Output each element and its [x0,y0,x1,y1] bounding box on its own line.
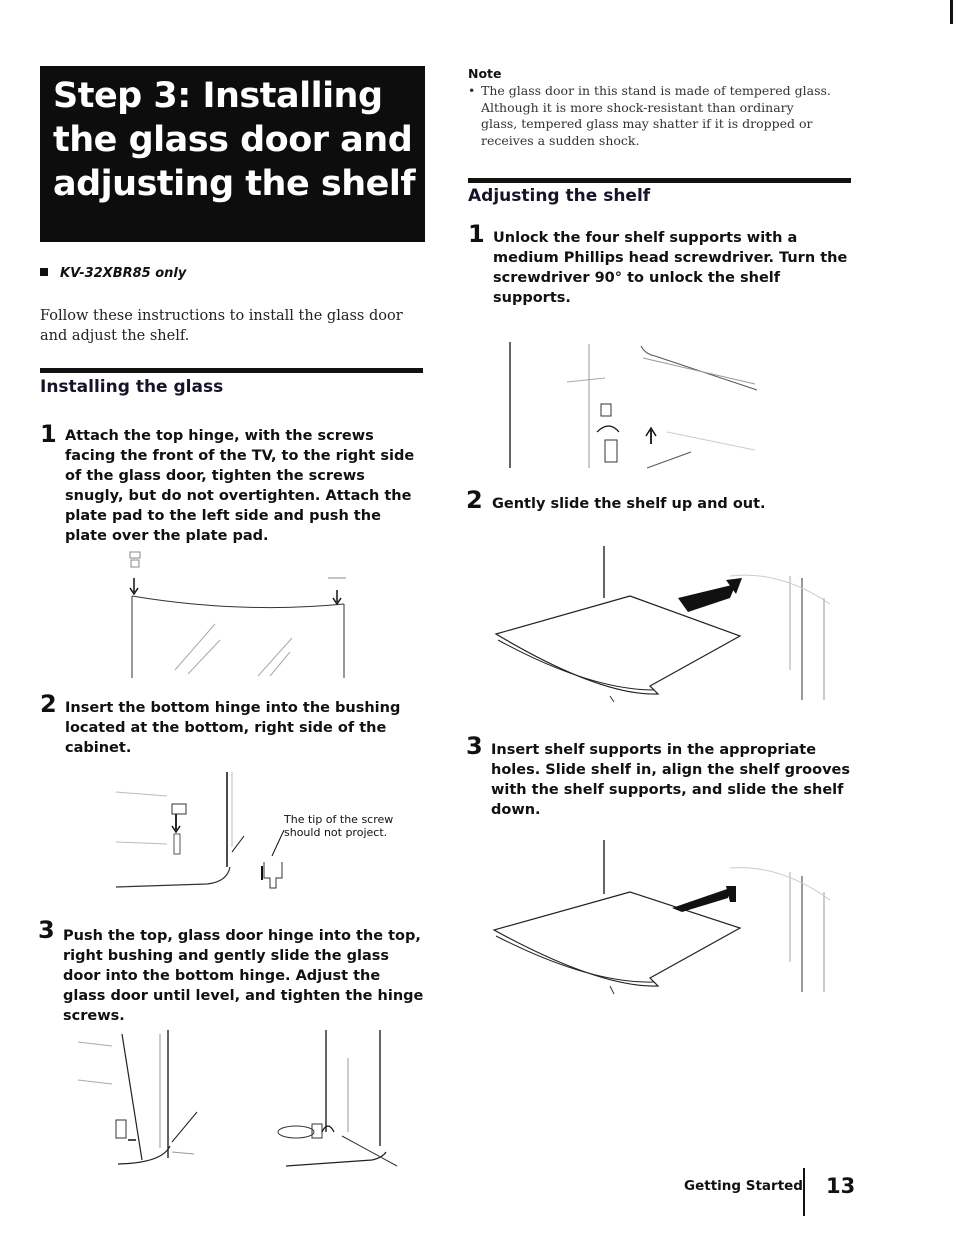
shelf-insert-illustration [490,836,835,996]
shelf-support-illustration [505,340,765,474]
step-number: 1 [468,220,485,248]
step-number: 1 [40,420,57,448]
adjusting-heading: Adjusting the shelf [468,186,651,206]
installing-step-3-text: Push the top, glass door hinge into the top, right bushing and gently slide the glass door into the bottom hinge. Adjust the glass door until level, and tighten the hinge screws. [63,928,424,1024]
step-number: 3 [38,916,55,944]
screw-caption: The tip of the screw should not project. [284,813,394,839]
note-label: Note [468,66,502,81]
note-bullet: • [468,83,476,98]
step-number: 2 [40,690,57,718]
installing-step-1-text: Attach the top hinge, with the screws facing the front of the TV, to the right side of the glass door, tighten the screws snugly, but do not overtighten. Attach the plate pad to the left side and push the plate over the plate pad. [65,428,415,544]
step-number: 2 [466,486,483,514]
adjusting-step-3-text: Insert shelf supports in the appropriate holes. Slide shelf in, align the shelf grooves with the shelf supports, and slide the shelf down. [491,742,850,818]
installing-heading: Installing the glass [40,377,224,397]
step-number: 3 [466,732,483,760]
scan-edge-mark [950,0,953,24]
footer-divider [803,1168,805,1216]
adjusting-step-1-text: Unlock the four shelf supports with a medium Phillips head screwdriver. Turn the screwdriver 90° to unlock the shelf supports. [493,230,848,306]
note-text: The glass door in this stand is made of tempered glass. Although it is more shock-resistant than ordinary glass, tempered glass may shatter if it is dropped or receives a sudden shock. [481,83,831,148]
page-number: 13 [826,1174,856,1198]
installing-step-2-text: Insert the bottom hinge into the bushing located at the bottom, right side of the cabinet. [65,700,401,756]
intro-paragraph: Follow these instructions to install the glass door and adjust the shelf. [40,308,403,344]
title-block [40,66,425,242]
model-note [40,266,186,281]
adjusting-step-2-text: Gently slide the shelf up and out. [492,496,766,512]
section-rule [468,178,851,183]
model-note-text: KV-32XBR85 only [60,266,187,281]
bullet-square-icon [40,268,48,276]
shelf-remove-illustration [490,540,835,705]
page-title: Step 3: Installing the glass door and adjusting the shelf [53,76,416,204]
section-rule [40,368,423,373]
glass-door-illustration [120,552,360,682]
bottom-hinge-illustration [112,772,297,894]
footer-section-label: Getting Started [684,1178,803,1194]
top-hinge-illustration [72,1028,402,1170]
